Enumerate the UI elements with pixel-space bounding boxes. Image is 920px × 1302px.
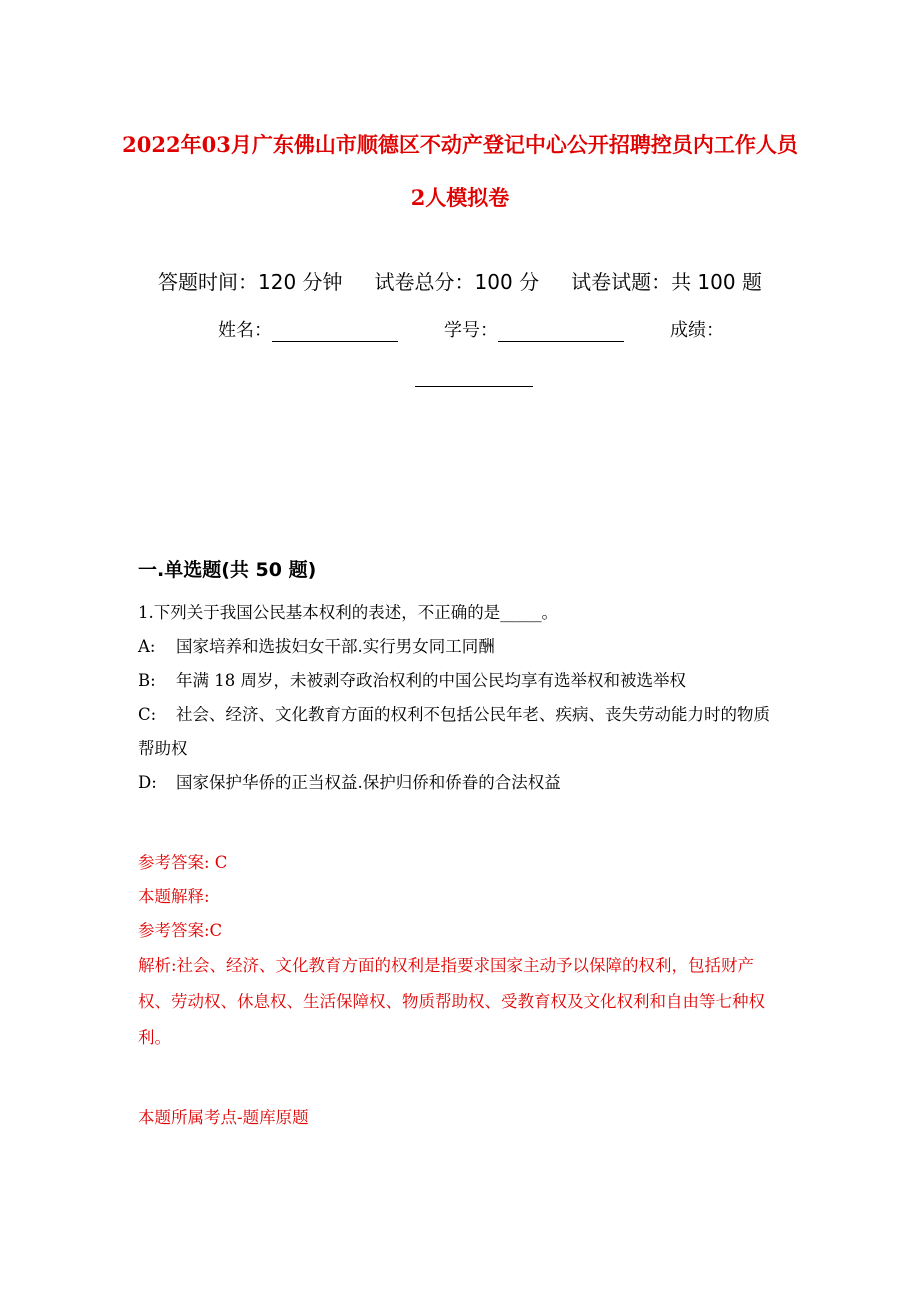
exam-meta-line bbox=[0, 265, 920, 299]
student-info-fields bbox=[218, 316, 724, 346]
grade-blank bbox=[415, 364, 533, 387]
exam-total-score: 试卷总分：100 分 bbox=[374, 270, 540, 294]
option-a bbox=[138, 630, 778, 664]
reference-answer: 参考答案: C bbox=[138, 853, 228, 872]
option-d-text: 国家保护华侨的正当权益.保护归侨和侨眷的合法权益 bbox=[176, 773, 561, 792]
option-a-letter: A: bbox=[138, 637, 156, 656]
student-id-blank bbox=[498, 319, 624, 342]
name-label: 姓名： bbox=[218, 320, 272, 341]
knowledge-point: 本题所属考点-题库原题 bbox=[138, 1108, 309, 1127]
name-blank bbox=[272, 319, 398, 342]
grade-label: 成绩： bbox=[670, 320, 724, 341]
exam-question-count: 试卷试题：共 100 题 bbox=[571, 270, 762, 294]
section-heading: 一.单选题(共 50 题) bbox=[138, 559, 317, 581]
question-block bbox=[138, 596, 778, 800]
question-stem: 1.下列关于我国公民基本权利的表述，不正确的是_____。 bbox=[138, 603, 558, 622]
option-b bbox=[138, 664, 778, 698]
analysis-text: 解析:社会、经济、文化教育方面的权利是指要求国家主动予以保障的权利，包括财产权、劳动权、休息权、生活保障权、物质帮助权、受教育权及文化权利和自由等七种权利。 bbox=[138, 956, 765, 1047]
explanation-label: 本题解释: bbox=[138, 887, 210, 906]
option-c-text: 社会、经济、文化教育方面的权利不包括公民年老、疾病、丧失劳动能力时的物质帮助权 bbox=[138, 705, 770, 758]
option-b-letter: B: bbox=[138, 671, 156, 690]
option-a-text: 国家培养和选拔妇女干部.实行男女同工同酬 bbox=[176, 637, 495, 656]
option-c-letter: C: bbox=[138, 705, 157, 724]
exam-time: 答题时间：120 分钟 bbox=[158, 270, 343, 294]
option-b-text: 年满 18 周岁，未被剥夺政治权利的中国公民均享有选举权和被选举权 bbox=[176, 671, 686, 690]
reference-answer-2: 参考答案:C bbox=[138, 921, 223, 940]
answer-block bbox=[138, 846, 778, 1056]
document-title: 2022年03月广东佛山市顺德区不动产登记中心公开招聘控员内工作人员2人模拟卷 bbox=[122, 132, 798, 210]
option-d bbox=[138, 766, 778, 800]
option-d-letter: D: bbox=[138, 773, 157, 792]
option-c bbox=[138, 698, 778, 766]
student-id-label: 学号： bbox=[444, 320, 498, 341]
